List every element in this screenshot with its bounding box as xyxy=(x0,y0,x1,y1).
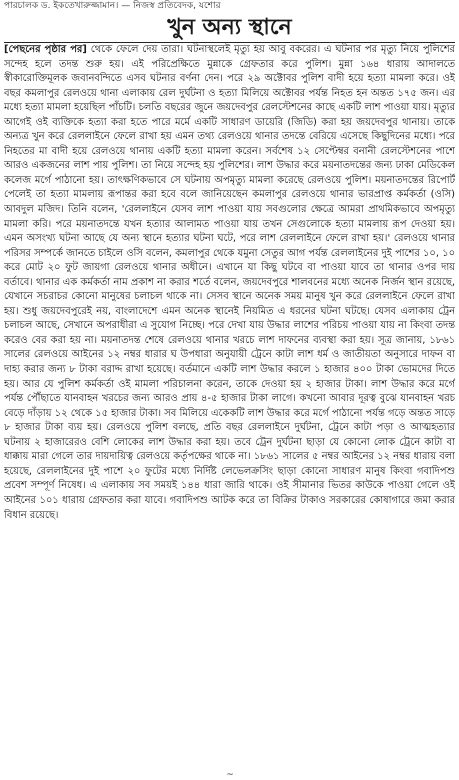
article-paragraph xyxy=(4,43,455,523)
article-body xyxy=(4,43,455,771)
continued-from-label: [পেছনের পৃষ্ঠার পর] xyxy=(4,44,87,55)
page-footer-mark: ~ xyxy=(226,770,234,780)
article-headline: খুন অন্য স্থানে xyxy=(167,14,292,40)
article-text: থেকে ফেলে দেয় তারা। ঘটনাস্থলেই মৃত্যু হয় আবু বকরের। এ ঘটনার পর মৃত্যু নিয়ে পুলিশের সন্দেহ হলে তদন্ত শুরু হয়। এই পরিপ্রেক্ষিতে মুন্নাকে গ্রেফতার করে পুলিশ। মুন্না ১৬৪ ধারায় আদালতে স্বীকারোক্তিমূলক জবানবন্দিতে এসব ঘটনার বর্ণনা দেন। পরে ২৯ অক্টোবর পুলিশ বাদী হয়ে হত্যা মামলা করে। ওই বছর কমলাপুর রেলওয়ে থানা এলাকায় রেল দুর্ঘটনা ও হত্যা মিলিয়ে অক্টোবর পর্যন্ত নিহত হন অন্তত ১৭৫ জন। এর মধ্যে হত্যা মামলা হয়েছিল পাঁচটি। চলতি বছরের জুনে জয়দেবপুর রেলস্টেশনের কাছে একটি লাশ পাওয়া যায়। মৃত্যুর আগেই ওই ব্যক্তিকে হত্যা করা হতে পারে মর্মে একটি সাধারণ ডায়েরি (জিডি) করা হয় জয়দেবপুর থানায়। তাকে অন্যত্র খুন করে রেললাইনে ফেলে রাখা হয় এমন তথ্য রেলওয়ে থানার তদন্তে বেরিয়ে এসেছে কিছুদিনের মধ্যে। পরে নিহতের মা বাদী হয়ে রেলওয়ে থানায় একটি হত্যা মামলা করেন। সর্বশেষ ১২ সেপ্টেম্বর বনানী রেলস্টেশনের পাশে আরও একজনের লাশ পায় পুলিশ। তা নিয়ে সন্দেহ হয় পুলিশের। লাশ উদ্ধার করে ময়নাতদন্তের জন্য ঢাকা মেডিকেল কলেজ মর্গে পাঠানো হয়। তাৎক্ষণিকভাবে সে ঘটনায় অপমৃত্যু মামলা করেছে রেলওয়ে পুলিশ। ময়নাতদন্তের রিপোর্ট পেলেই তা হত্যা মামলায় রূপান্তর করা হবে বলে জানিয়েছেন কমলাপুর রেলওয়ে থানার ভারপ্রাপ্ত কর্মকর্তা (ওসি) আবদুল মজিদ। তিনি বলেন, 'রেললাইনে যেসব লাশ পাওয়া যায় সবগুলোর ক্ষেত্রে আমরা প্রাথমিকভাবে অপমৃত্যু মামলা করি। পরে ময়নাতদন্তে যখন হত্যার আলামত পাওয়া যায় তখন সেগুলোকে হত্যা মামলায় রূপ দেওয়া হয়। এমন অসংখ্য ঘটনা আছে যে অন্য স্থানে হত্যার ঘটনা ঘটে, পরে লাশ রেললাইনে ফেলে রাখা হয়।' রেলওয়ে থানার পরিসর সম্পর্কে জানতে চাইলে ওসি বলেন, কমলাপুর থেকে যমুনা সেতুর আগ পর্যন্ত রেললাইনের দুই পাশের ১০, ১০ করে মোট ২০ ফুট জায়গা রেলওয়ে থানার অধীনে। এখানে যা কিছু ঘটবে বা পাওয়া যাবে তা থানার ওপর দায় বর্তাবে। থানার এক কর্মকর্তা নাম প্রকাশ না করার শর্তে বলেন, জয়দেবপুরে শালবনের মধ্যে অনেক নির্জন স্থান রয়েছে, যেখানে সচরাচর কোনো মানুষের চলাচল থাকে না। সেসব স্থানে অনেক সময় মানুষ খুন করে রেললাইনে ফেলে রাখা হয়। শুধু জয়দেবপুরেই নয়, বাংলাদেশে এমন অনেক স্থানেই নিয়মিত এ ধরনের ঘটনা ঘটছে। যেসব এলাকায় ট্রেন চলাচল আছে, সেখানে অপরাধীরা এ সুযোগ নিচ্ছে। পরে দেখা যায় উদ্ধার লাশের পরিচয় পাওয়া যায় না কিংবা তদন্ত করেও বের করা হয় না। ময়নাতদন্ত শেষে রেলওয়ে থানার খরচে লাশ দাফনের ব্যবস্থা করা হয়। সূত্র জানায়, ১৮৬১ সালের রেলওয়ে আইনের ১২ নম্বর ধারার ঘ উপধারা অনুযায়ী ট্রেনে কাটা লাশ ধর্ম ও জাতীয়তা অনুসারে দাফন বা দাহ্য করার জন্য ৮ টাকা বরাদ্দ রাখা হয়েছে। বর্তমানে একটি লাশ উদ্ধার করলে ১ হাজার ৪০০ টাকা ভোমদের দিতে হয়। আর যে পুলিশ কর্মকর্তা ওই মামলা পরিচালনা করেন, তাকে দেওয়া হয় ২ হাজার টাকা। লাশ উদ্ধার করে মর্গে পর্যন্ত পৌঁছাতে যানবাহন খরচের জন্য আরও প্রায় ৪-৫ হাজার টাকা লাগে। কখনো আবার দূরত্ব বুঝে যানবাহন খরচ বেড়ে দাঁড়ায় ১২ থেকে ১৫ হাজার টাকা। সব মিলিয়ে একেকটি লাশ উদ্ধার করে মর্গে পাঠানো পর্যন্ত গড়ে অন্তত সাড়ে ৮ হাজার টাকা ব্যয় হয়। রেলওয়ে পুলিশ বলছে, প্রতি বছর রেললাইনে দুর্ঘটনা, ট্রেনে কাটা পড়া ও আত্মহত্যার ঘটনায় ২ হাজারেরও বেশি লোকের লাশ উদ্ধার করা হয়। তবে ট্রেন দুর্ঘটনা ছাড়া যে কোনো লোক ট্রেনে কাটা বা ধাক্কায় মারা গেলে তার দায়দায়িত্ব রেলওয়ে কর্তৃপক্ষের থাকে না। ১৮৬১ সালের ৫ নম্বর আইনের ১২ নম্বর ধারায় বলা হয়েছে, রেললাইনের দুই পাশে ২০ ফুটের মধ্যে নির্দিষ্ট লেভেলক্রসিং ছাড়া কোনো সাধারণ মানুষ কিংবা গবাদিপশু প্রবেশ সম্পূর্ণ নিষেধ। এ এলাকায় সব সময়ই ১৪৪ ধারা জারি থাকে। ওই সীমানার ভিতর কাউকে পাওয়া গেলে ওই আইনের ১০১ ধারায় গ্রেফতার করা যাবে। গবাদিপশু আটক করে তা বিক্রির টাকাও সরকারের কোষাগারে জমা করার বিধান রয়েছে। xyxy=(4,44,455,521)
previous-article-byline: পারচালক ড. ইকতেখারুজ্জামান। — নিজস্ব প্রতিবেদক, যশোর xyxy=(4,1,221,11)
